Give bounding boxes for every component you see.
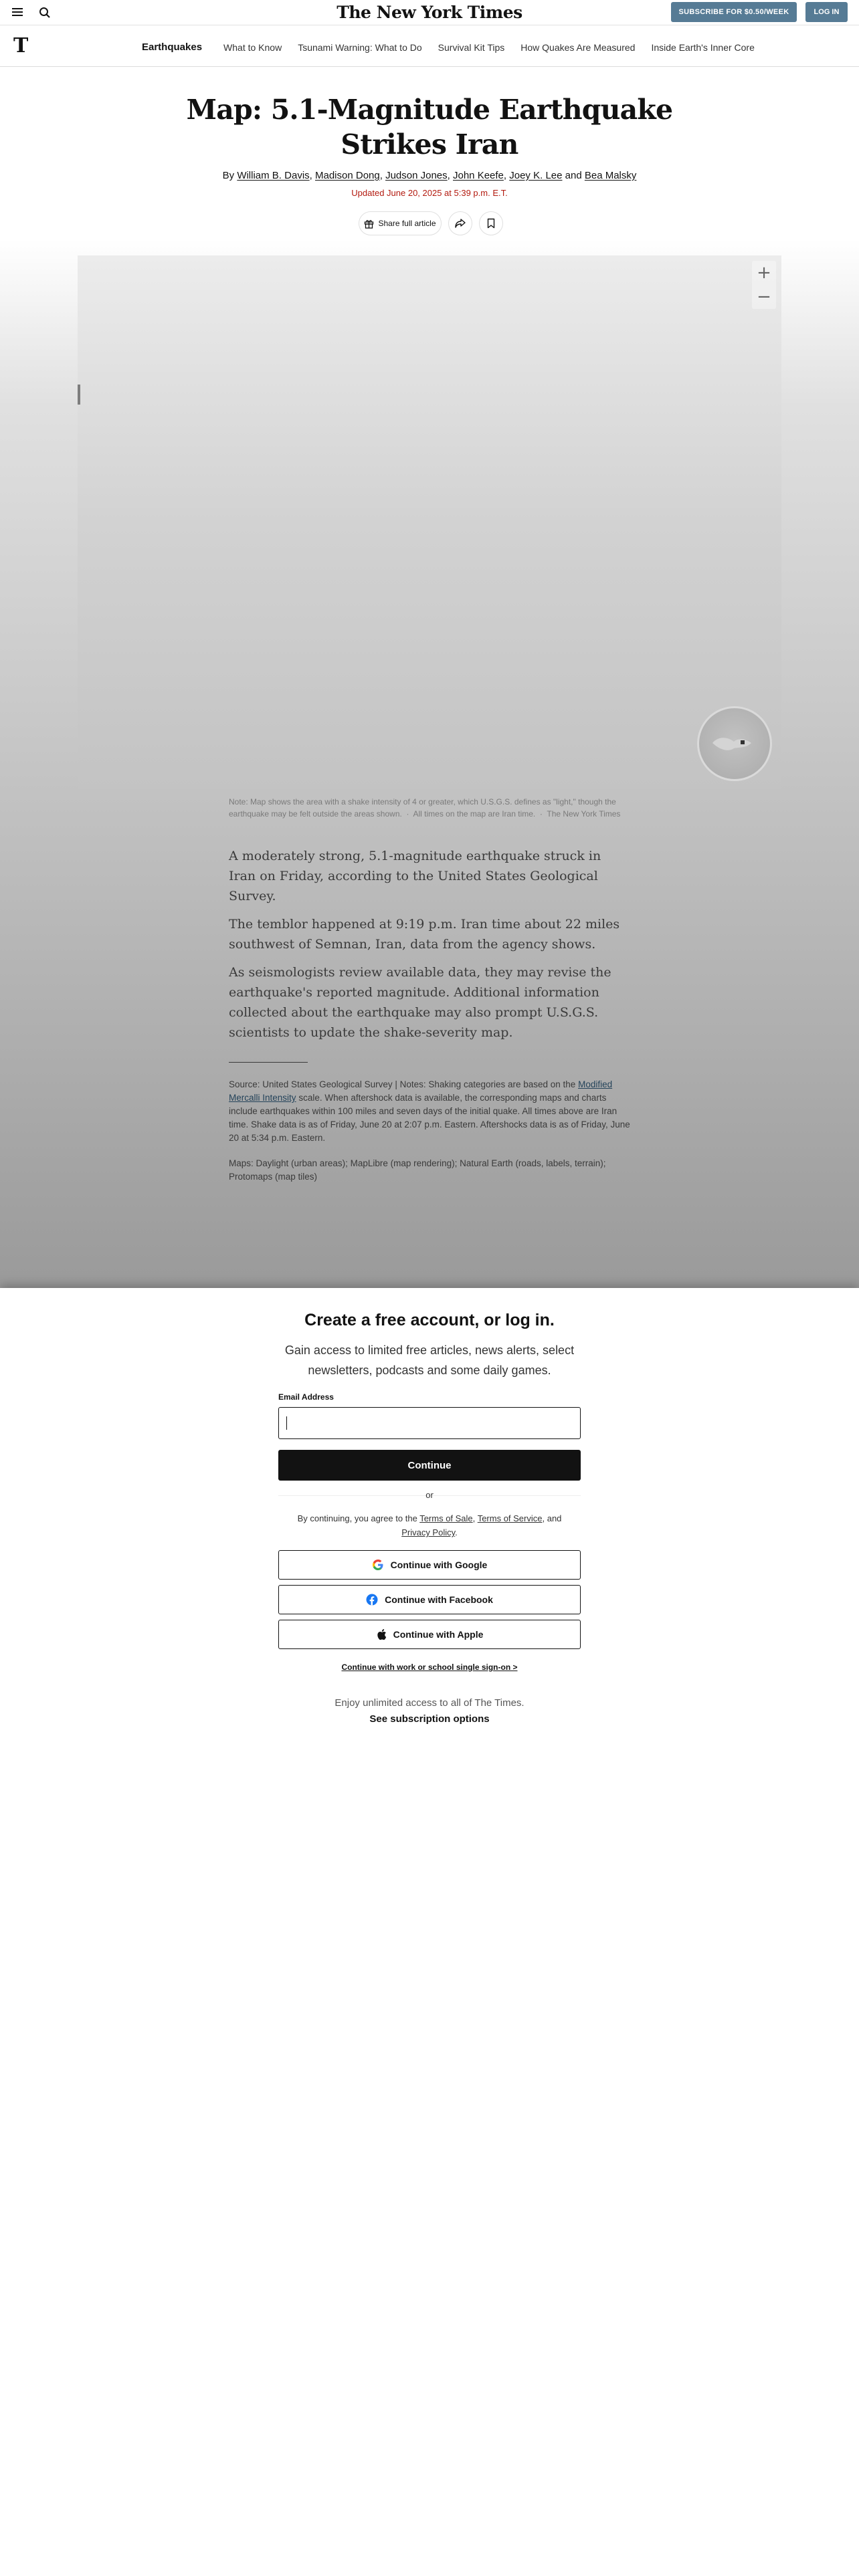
terms-of-sale-link[interactable]: Terms of Sale [419, 1513, 473, 1523]
section-nav [0, 25, 859, 67]
author-link[interactable]: John Keefe [453, 170, 504, 181]
facebook-label: Continue with Facebook [385, 1594, 493, 1605]
apple-label: Continue with Apple [393, 1629, 484, 1640]
article-headline: Map: 5.1-Magnitude Earthquake Strikes Iran [186, 94, 673, 160]
email-label: Email Address [278, 1392, 334, 1402]
terms-prefix: By continuing, you agree to the [297, 1513, 417, 1523]
globe-map-icon [699, 708, 770, 779]
terms-of-service-link[interactable]: Terms of Service [477, 1513, 543, 1523]
login-button[interactable]: LOG IN [805, 2, 848, 22]
bookmark-icon [487, 218, 495, 229]
continue-button[interactable]: Continue [278, 1450, 581, 1481]
share-tools [0, 211, 859, 237]
byline-prefix: By [222, 170, 235, 181]
map-zoom-controls [752, 261, 776, 309]
earthquake-map[interactable] [78, 255, 781, 789]
facebook-icon [366, 1594, 378, 1606]
nyt-logo[interactable]: The New York Times [337, 3, 522, 22]
terms-end: . [455, 1527, 458, 1537]
share-button[interactable] [448, 211, 472, 235]
author-link[interactable]: Madison Dong [315, 170, 380, 181]
google-label: Continue with Google [390, 1560, 488, 1570]
author-link[interactable]: Bea Malsky [584, 170, 637, 181]
apple-icon [376, 1628, 387, 1640]
map-note-times: All times on the map are Iran time. [413, 809, 536, 819]
map-marker [78, 385, 80, 405]
enjoy-text: Enjoy unlimited access to all of The Times. [335, 1697, 524, 1709]
map-credit: The New York Times [547, 809, 621, 819]
section-nav-item[interactable]: How Quakes Are Measured [520, 41, 636, 53]
google-icon [372, 1559, 384, 1571]
source-notes [229, 1078, 630, 1145]
terms-and: , and [542, 1513, 562, 1523]
maps-credit: Maps: Daylight (urban areas); MapLibre (map rendering); Natural Earth (roads, labels, terrain); Protomaps (map tiles) [229, 1158, 606, 1182]
work-sso [0, 1662, 859, 1672]
article-paragraph: A moderately strong, 5.1-magnitude earthquake struck in Iran on Friday, according to the United States Geological Survey. [229, 849, 601, 903]
article-body [229, 846, 630, 1051]
terms-text [278, 1511, 581, 1539]
or-label: or [425, 1490, 434, 1500]
see-subscription-options-link[interactable]: See subscription options [369, 1713, 490, 1725]
section-nav-title[interactable]: Earthquakes [142, 41, 203, 53]
continue-with-google-button[interactable] [278, 1550, 581, 1580]
terms-comma: , [472, 1513, 476, 1523]
map-note: Note: Map shows the area with a shake intensity of 4 or greater, which U.S.G.S. defines as "light," though the earthquake may be felt outside the areas shown. · All times on the map are Iran time. · The New York Times [229, 797, 621, 819]
modal-subtitle: Gain access to limited free articles, news alerts, select newsletters, podcasts and some daily games. [284, 1344, 575, 1377]
byline: By William B. Davis, Madison Dong, Judson Jones, John Keefe, Joey K. Lee and Bea Malsky [222, 170, 637, 181]
share-arrow-icon [454, 218, 466, 229]
author-link[interactable]: William B. Davis [237, 170, 310, 181]
mercalli-link[interactable]: Modified Mercalli Intensity [229, 1079, 613, 1103]
map-note-text: Note: Map shows the area with a shake intensity of 4 or greater, which U.S.G.S. defines as "light," though the earthquake may be felt outside the areas shown. [229, 797, 616, 819]
source-rest: scale. When aftershock data is available, the corresponding maps and charts include earthquakes within 100 miles and seven days of the initial quake. All times above are Iran time. Shake data is as of Friday, June 20 at 2:07 p.m. Eastern. Aftershocks data is as of Friday, June 20 at 5:34 p.m. Eastern. [229, 1093, 630, 1143]
gift-icon [364, 219, 374, 229]
masthead-bar [0, 0, 859, 25]
section-nav-item[interactable]: Inside Earth's Inner Core [651, 41, 755, 53]
section-nav-item[interactable]: Tsunami Warning: What to Do [298, 41, 422, 53]
author-link[interactable]: Joey K. Lee [509, 170, 563, 181]
work-sso-link[interactable]: Continue with work or school single sign-on > [341, 1662, 518, 1672]
locator-globe-icon [697, 706, 772, 781]
article-paragraph: As seismologists review available data, they may revise the earthquake's reported magnitude. Additional information collected about the earthquake may also prompt U.S.G.S. scientists to update the shake-severity map. [229, 965, 611, 1040]
save-button[interactable] [479, 211, 503, 235]
subscribe-button[interactable]: SUBSCRIBE FOR $0.50/WEEK [671, 2, 797, 22]
zoom-in-icon[interactable]: + [757, 263, 771, 283]
share-full-article-button[interactable] [359, 211, 442, 235]
author-link[interactable]: Judson Jones [385, 170, 448, 181]
privacy-policy-link[interactable]: Privacy Policy [401, 1527, 456, 1537]
nyt-t-logo-icon[interactable]: T [13, 34, 29, 58]
article-paragraph: The temblor happened at 9:19 p.m. Iran time about 22 miles southwest of Semnan, Iran, data from the agency shows. [229, 917, 620, 952]
registration-modal [0, 1288, 859, 2576]
text-cursor [286, 1416, 287, 1430]
updated-timestamp: Updated June 20, 2025 at 5:39 p.m. E.T. [351, 188, 508, 198]
section-nav-item[interactable]: Survival Kit Tips [438, 41, 505, 53]
zoom-out-icon[interactable]: − [757, 287, 771, 307]
divider [229, 1062, 308, 1063]
continue-with-facebook-button[interactable] [278, 1585, 581, 1614]
continue-with-apple-button[interactable] [278, 1620, 581, 1649]
byline-and: and [565, 170, 582, 181]
email-input[interactable] [278, 1407, 581, 1439]
modal-title: Create a free account, or log in. [304, 1311, 555, 1329]
source-intro: Source: United States Geological Survey | Notes: Shaking categories are based on the [229, 1079, 576, 1089]
share-full-article-label: Share full article [378, 219, 436, 228]
section-nav-item[interactable]: What to Know [223, 41, 282, 53]
